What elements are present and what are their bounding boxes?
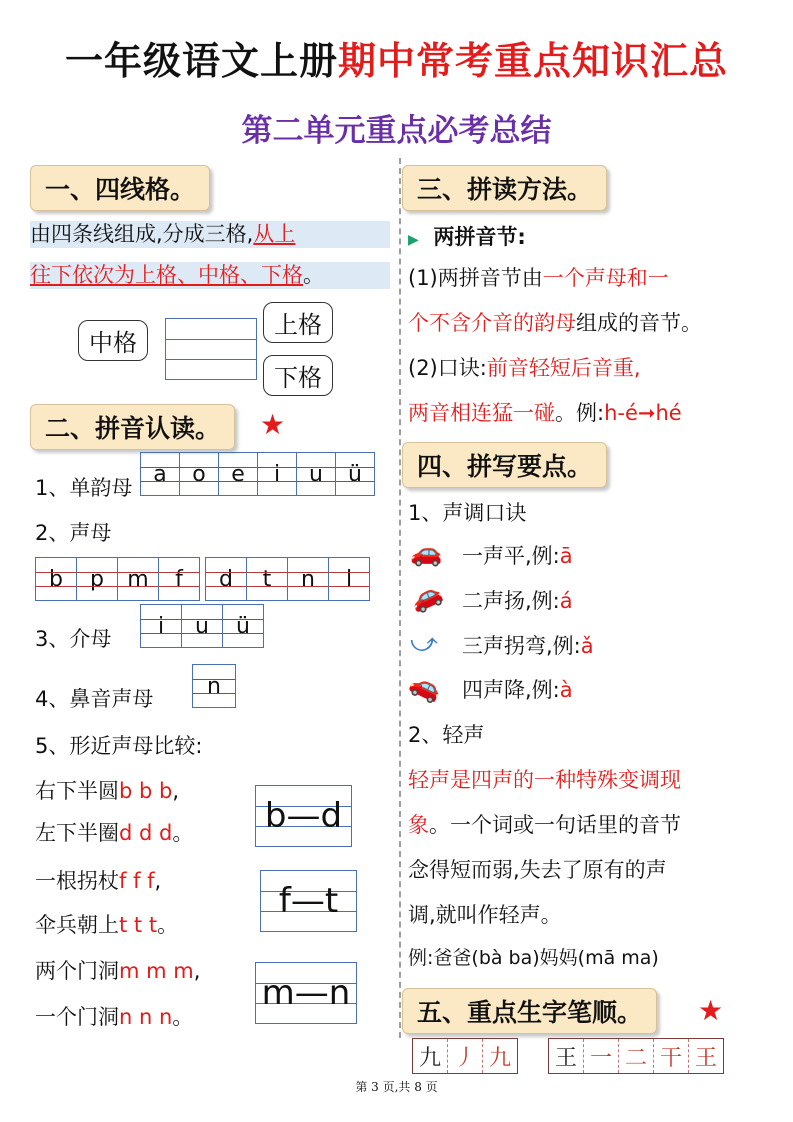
- initial-cell: m: [118, 558, 159, 600]
- label-mid-grid: 中格: [78, 320, 148, 361]
- final-cell: u: [297, 453, 336, 495]
- compare-line-6: 一个门洞n n n。: [35, 1005, 194, 1029]
- stroke-cell: 干: [654, 1039, 689, 1073]
- stroke-cell: 一: [584, 1039, 619, 1073]
- neutral-line-2: 象。一个词或一句话里的音节: [408, 813, 681, 837]
- nasal-grid: [192, 664, 236, 708]
- four-line-grid: [165, 318, 257, 380]
- stroke-cell: 九: [413, 1039, 448, 1073]
- label-top-grid: 上格: [263, 302, 333, 343]
- car-valley-icon: ⤻: [410, 628, 438, 658]
- nasal-label: 4、鼻音声母: [35, 687, 154, 711]
- initial-cell: l: [329, 558, 369, 600]
- neutral-line-3: 念得短而弱,失去了原有的声: [408, 858, 667, 882]
- initial-cell: t: [247, 558, 288, 600]
- car-uphill-icon: 🚗: [405, 576, 448, 618]
- label-bottom-grid: 下格: [263, 355, 333, 396]
- section-1-heading: 一、四线格。: [30, 165, 210, 211]
- tone-rhyme-label: 1、声调口诀: [408, 501, 527, 525]
- triangle-bullet-icon: ▶: [408, 232, 419, 248]
- medial-cell: i: [141, 605, 182, 647]
- initial-cell: f: [159, 558, 199, 600]
- compare-line-2: 左下半圈d d d。: [35, 821, 194, 845]
- section-5-heading: 五、重点生字笔顺。: [402, 988, 657, 1034]
- section-3-line-1: (1)两拼音节由一个声母和一: [408, 266, 669, 290]
- stroke-cell: 二: [619, 1039, 654, 1073]
- stroke-cell: 王: [694, 1045, 717, 1071]
- compare-box-mn: m—n: [255, 962, 357, 1024]
- initial-cell: d: [206, 558, 247, 600]
- compare-line-3: 一根拐杖f f f,: [35, 869, 162, 893]
- initials-grid-2: [205, 557, 370, 601]
- initials-label: 2、声母: [35, 521, 112, 545]
- stroke-order-jiu: [412, 1038, 518, 1074]
- tone-4-line: 四声降,例:à: [462, 678, 573, 702]
- section-1-line-1: 由四条线组成,分成三格,从上: [30, 221, 390, 248]
- section-1-line-2: 往下依次为上格、中格、下格。: [30, 262, 390, 289]
- compare-line-4: 伞兵朝上t t t。: [35, 913, 179, 937]
- stroke-cell: 丿: [448, 1039, 483, 1073]
- medials-grid: [140, 604, 264, 648]
- compare-box-ft: f—t: [260, 870, 357, 932]
- tone-3-line: 三声拐弯,例:ǎ: [462, 634, 594, 658]
- initial-cell: p: [77, 558, 118, 600]
- compare-line-1: 右下半圆b b b,: [35, 779, 180, 803]
- two-spell-subheading: ▶ 两拼音节:: [408, 225, 526, 249]
- section-3-heading: 三、拼读方法。: [402, 165, 607, 211]
- medial-cell: ü: [223, 605, 263, 647]
- car-downhill-icon: 🚗: [405, 666, 448, 708]
- medial-cell: u: [182, 605, 223, 647]
- neutral-line-1: 轻声是四声的一种特殊变调现: [408, 768, 681, 792]
- compare-line-5: 两个门洞m m m,: [35, 959, 201, 983]
- section-4-heading: 四、拼写要点。: [402, 442, 607, 488]
- car-flat-icon: 🚗: [410, 538, 443, 568]
- stroke-order-wang: [548, 1038, 724, 1074]
- star-icon: ★: [698, 994, 724, 1027]
- final-cell: ü: [336, 453, 374, 495]
- page-title: 一年级语文上册期中常考重点知识汇总: [64, 39, 729, 83]
- medials-label: 3、介母: [35, 627, 112, 651]
- initial-cell: b: [36, 558, 77, 600]
- finals-label: 1、单韵母: [35, 476, 133, 500]
- section-3-line-4: 两音相连猛一碰。例:h-é➞hé: [408, 401, 682, 425]
- neutral-tone-label: 2、轻声: [408, 723, 485, 747]
- stroke-cell: 九: [488, 1045, 511, 1071]
- tone-1-line: 一声平,例:ā: [462, 544, 573, 568]
- section-2-heading: 二、拼音认读。: [30, 404, 235, 450]
- compare-box-bd: b—d: [255, 785, 352, 847]
- neutral-line-4: 调,就叫作轻声。: [408, 903, 562, 927]
- section-3-line-2: 个不含介音的韵母组成的音节。: [408, 311, 702, 335]
- section-3-line-3: (2)口诀:前音轻短后音重,: [408, 356, 641, 380]
- page-subtitle: 第二单元重点必考总结: [241, 113, 552, 149]
- similar-initials-label: 5、形近声母比较:: [35, 734, 203, 758]
- final-cell: o: [180, 453, 219, 495]
- initial-cell: n: [288, 558, 329, 600]
- final-cell: a: [141, 453, 180, 495]
- finals-grid: [140, 452, 375, 496]
- neutral-example: 例:爸爸(bà ba)妈妈(mā ma): [408, 947, 659, 969]
- final-cell: e: [219, 453, 258, 495]
- initials-grid-1: [35, 557, 200, 601]
- final-cell: i: [258, 453, 297, 495]
- stroke-cell: 王: [549, 1039, 584, 1073]
- nasal-cell: n: [193, 665, 235, 707]
- tone-2-line: 二声扬,例:á: [462, 589, 573, 613]
- page-footer: 第 3 页,共 8 页: [355, 1080, 438, 1094]
- column-divider: [399, 158, 401, 1038]
- star-icon: ★: [260, 408, 286, 441]
